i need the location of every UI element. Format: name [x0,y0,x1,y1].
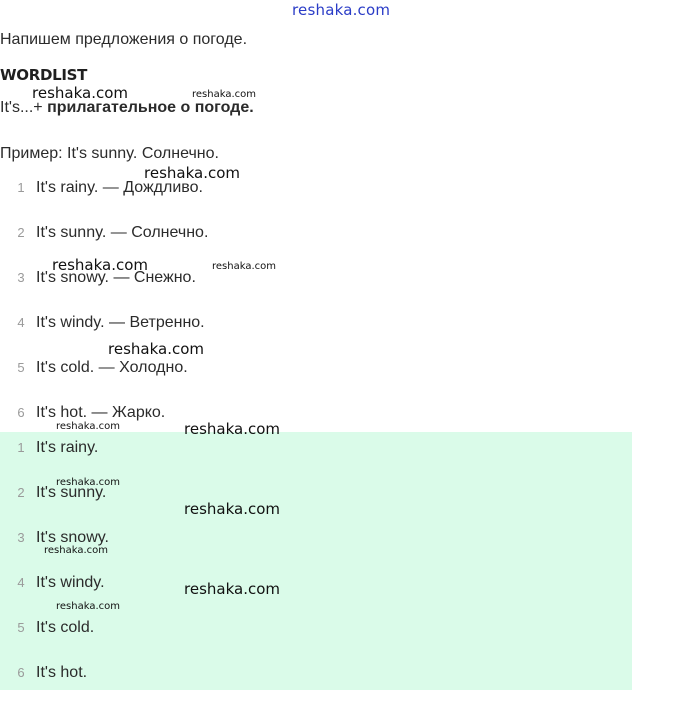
watermark: reshaka.com [32,84,128,102]
watermark: reshaka.com [56,421,120,432]
item-text: It's sunny. [36,484,107,501]
item-number: 2 [17,485,25,500]
item-text: It's hot. — Жарко. [36,404,166,421]
item-number: 1 [17,440,25,455]
watermark: reshaka.com [108,340,204,358]
watermark: reshaka.com [56,477,120,488]
item-text: It's rainy. [36,439,99,456]
answer-list [0,432,632,690]
item-number: 3 [17,270,25,285]
watermark: reshaka.com [44,545,108,556]
item-text: It's cold. — Холодно. [36,359,188,376]
item-number: 3 [17,530,25,545]
wordlist-heading: WORDLIST [0,66,88,84]
item-text: It's cold. [36,619,95,636]
watermark: reshaka.com [56,601,120,612]
watermark: reshaka.com [184,500,280,518]
item-text: It's rainy. — Дождливо. [36,179,203,196]
list-item [0,617,632,662]
formula-prefix: It's...+ [0,99,48,116]
list-item [0,312,632,357]
translation-list [0,177,632,447]
item-number: 6 [17,405,25,420]
item-number: 4 [17,575,25,590]
watermark: reshaka.com [192,89,256,100]
item-number: 5 [17,360,25,375]
item-text: It's snowy. [36,529,109,546]
task-instruction: Напишем предложения о погоде. [0,31,248,48]
watermark: reshaka.com [52,256,148,274]
list-item [0,662,632,707]
list-item [0,482,632,527]
watermark: reshaka.com [144,164,240,182]
item-text: It's snowy. — Снежно. [36,269,196,286]
watermark: reshaka.com [212,261,276,272]
item-text: It's sunny. — Солнечно. [36,224,209,241]
list-item [0,177,632,222]
site-link[interactable]: reshaka.com [292,1,391,19]
watermark: reshaka.com [184,580,280,598]
formula-bold: прилагательное о погоде. [47,99,254,116]
item-number: 2 [17,225,25,240]
example-sentence: Пример: It's sunny. Солнечно. [0,145,219,162]
item-text: It's windy. [36,574,105,591]
item-number: 6 [17,665,25,680]
item-text: It's windy. — Ветренно. [36,314,205,331]
list-item [0,357,632,402]
list-item [0,437,632,482]
item-number: 4 [17,315,25,330]
item-text: It's hot. [36,664,88,681]
item-number: 1 [17,180,25,195]
item-number: 5 [17,620,25,635]
watermark: reshaka.com [184,420,280,438]
